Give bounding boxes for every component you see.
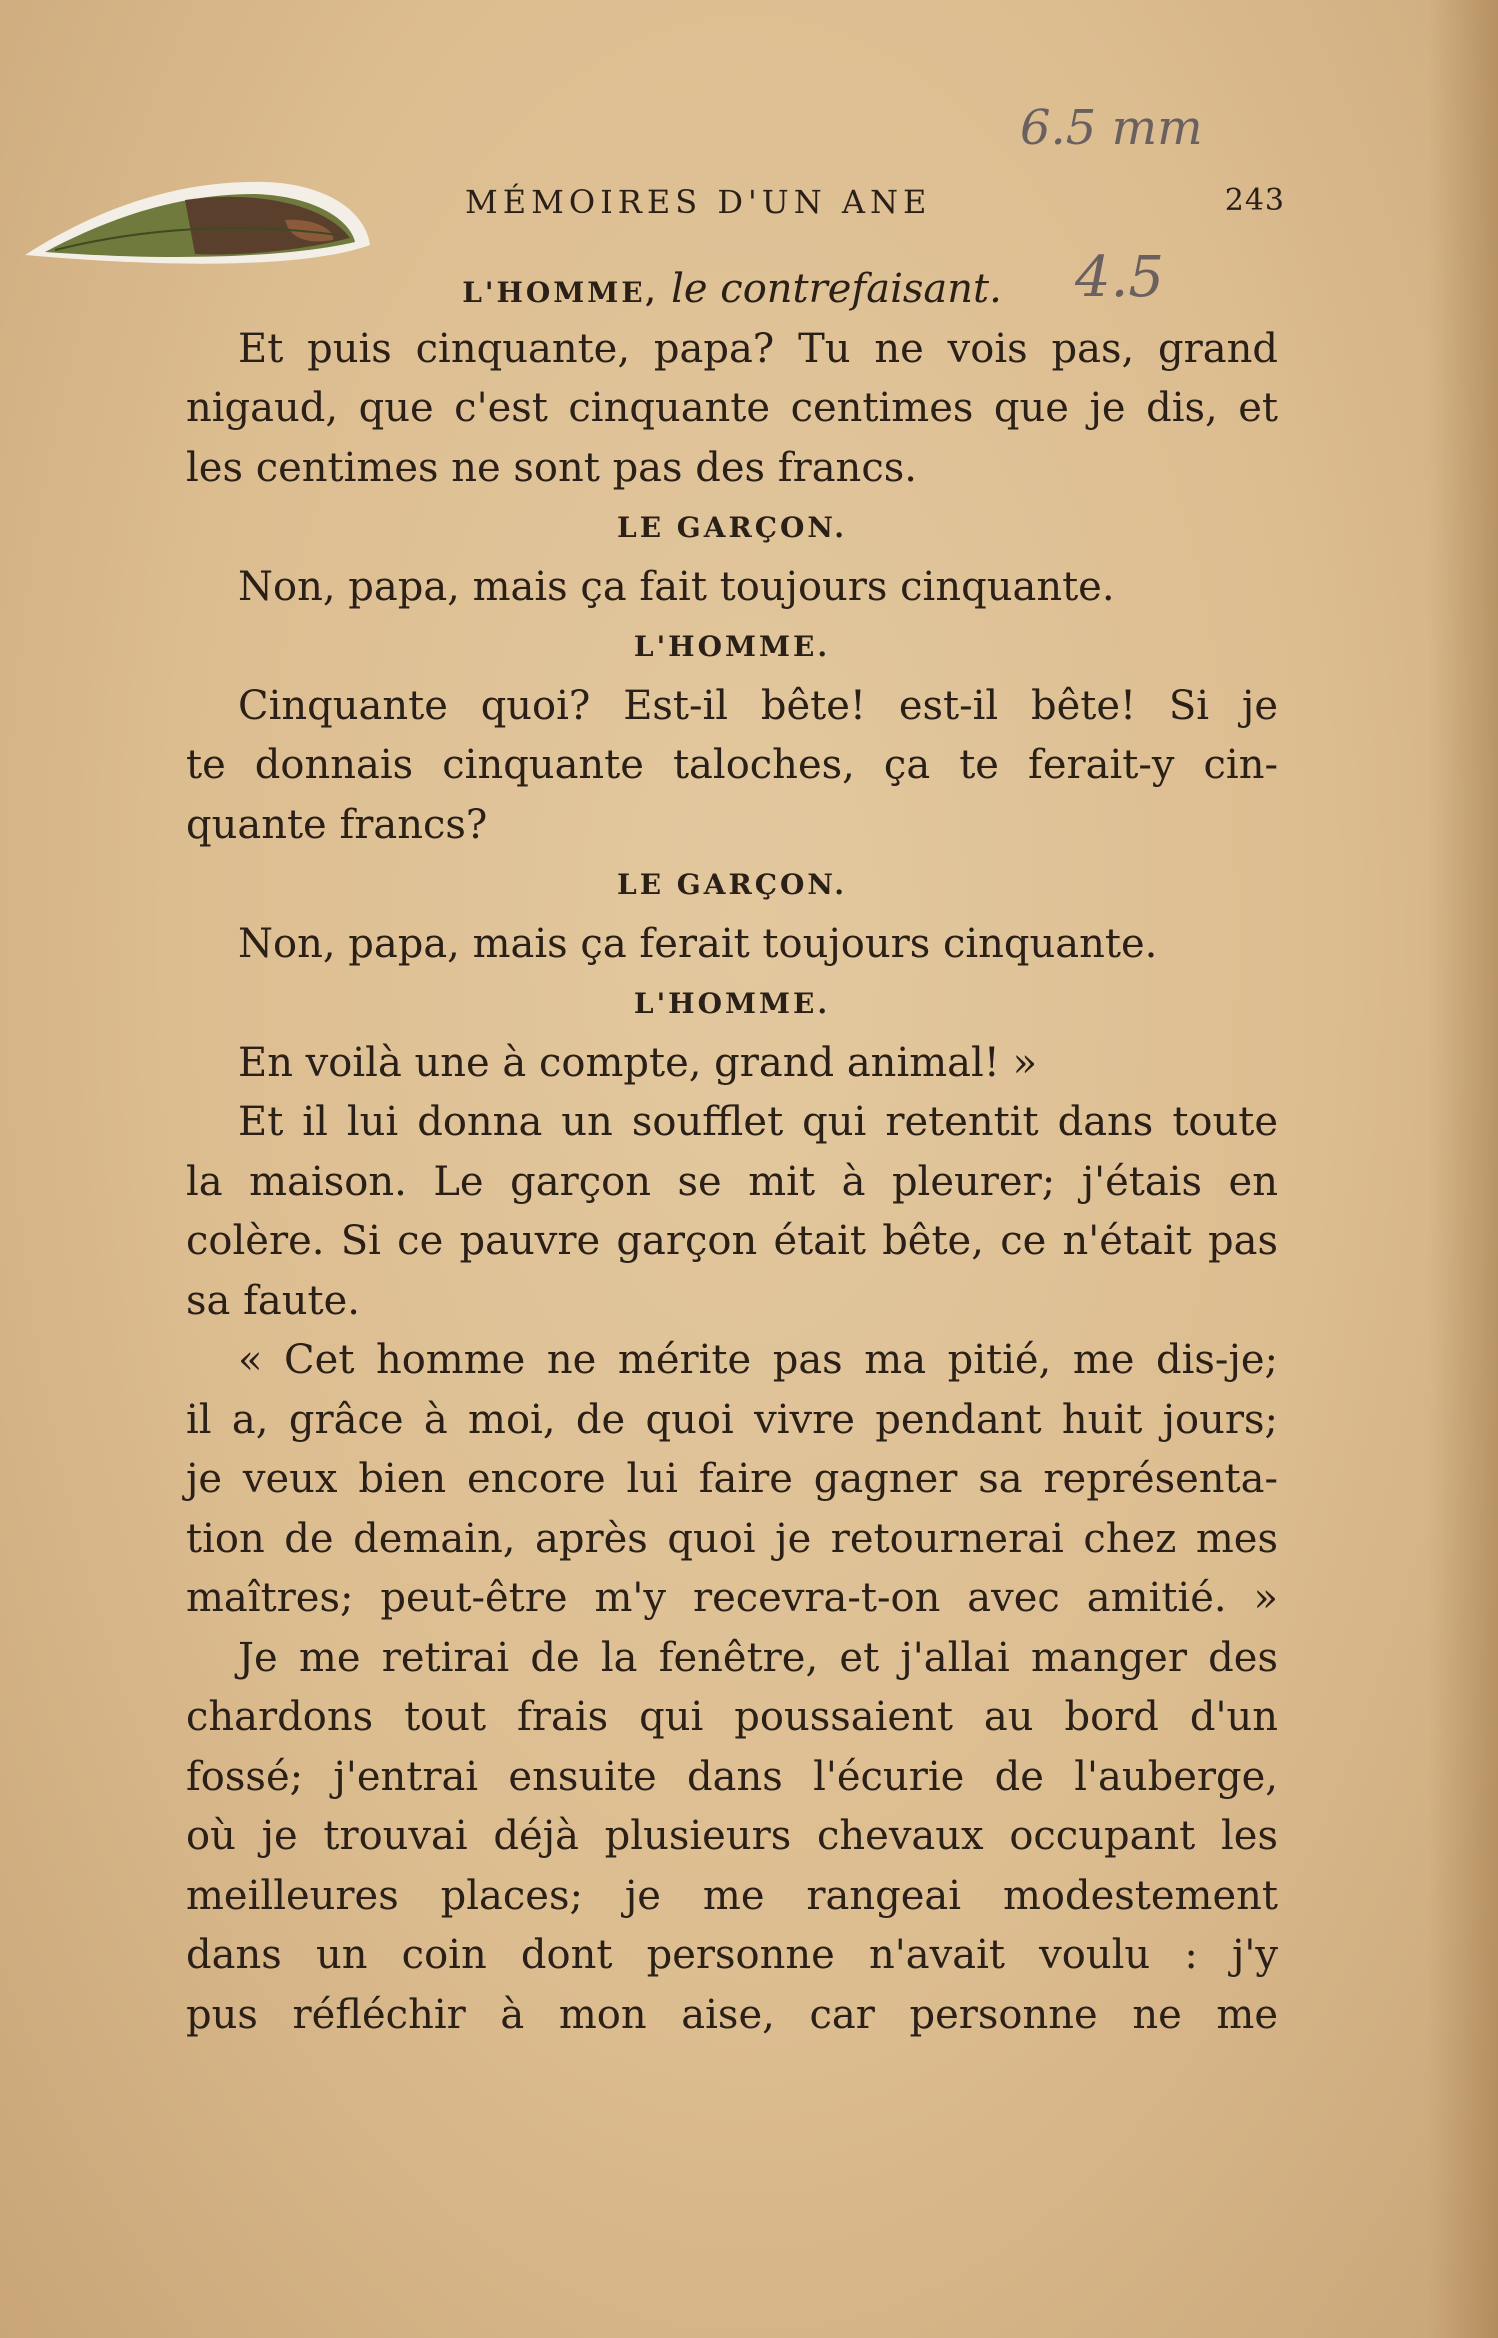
text-line: Je me retirai de la fenêtre, et j'allai manger des — [238, 1634, 1278, 1681]
speaker-label: L'HOMME. — [633, 987, 831, 1020]
text-line: quante francs? — [186, 801, 488, 848]
speaker-name: L'HOMME, — [462, 276, 659, 309]
text-line: les centimes ne sont pas des francs. — [186, 444, 917, 491]
text-line: dans un coin dont personne n'avait voulu : j'y — [186, 1932, 1278, 1978]
text-line: pus réfléchir à mon aise, car personne ne me — [186, 1991, 1278, 2038]
text-line: te donnais cinquante taloches, ça te ferait-y cin- — [186, 742, 1278, 788]
text-line: tion de demain, après quoi je retournerai chez mes — [186, 1515, 1278, 1562]
text-line: En voilà une à compte, grand animal! » — [238, 1039, 1038, 1086]
text-line: maîtres; peut-être m'y recevra-t-on avec amitié. » — [186, 1575, 1278, 1621]
text-body — [186, 260, 1278, 2045]
text-line: nigaud, que c'est cinquante centimes que je dis, et — [186, 385, 1278, 431]
text-line: colère. Si ce pauvre garçon était bête, ce n'était pas — [186, 1218, 1278, 1264]
text-line: sa faute. — [186, 1277, 360, 1324]
handwritten-note-top: 6.5 mm — [1020, 100, 1203, 156]
text-line: « Cet homme ne mérite pas ma pitié, me dis-je; — [238, 1337, 1278, 1383]
text-line: Non, papa, mais ça ferait toujours cinquante. — [238, 920, 1158, 967]
handwritten-note-side: 4.5 — [1075, 245, 1165, 310]
speaker-label: L'HOMME. — [633, 630, 831, 663]
text-line: meilleures places; je me rangeai modestement — [186, 1872, 1278, 1919]
speaker-label — [186, 260, 1278, 320]
text-line: il a, grâce à moi, de quoi vivre pendant huit jours; — [186, 1396, 1278, 1443]
speaker-label: LE GARÇON. — [617, 868, 847, 901]
text-line: Non, papa, mais ça fait toujours cinquante. — [238, 563, 1115, 610]
text-line: la maison. Le garçon se mit à pleurer; j'étais en — [186, 1158, 1278, 1205]
text-line: je veux bien encore lui faire gagner sa représenta- — [186, 1456, 1278, 1502]
book-title: MÉMOIRES D'UN ANE — [465, 183, 932, 221]
text-line: chardons tout frais qui poussaient au bord d'un — [186, 1694, 1278, 1740]
text-line: fossé; j'entrai ensuite dans l'écurie de l'auberge, — [186, 1753, 1278, 1800]
stage-direction: le contrefaisant. — [671, 266, 1002, 312]
speaker-label: LE GARÇON. — [617, 511, 847, 544]
text-line: Cinquante quoi? Est-il bête! est-il bête! Si je — [238, 682, 1278, 729]
text-line: Et puis cinquante, papa? Tu ne vois pas, grand — [238, 325, 1278, 372]
text-line: Et il lui donna un soufflet qui retentit dans toute — [238, 1099, 1278, 1145]
running-header — [465, 183, 1285, 221]
text-line: où je trouvai déjà plusieurs chevaux occupant les — [186, 1813, 1278, 1859]
page-number: 243 — [1224, 183, 1285, 218]
